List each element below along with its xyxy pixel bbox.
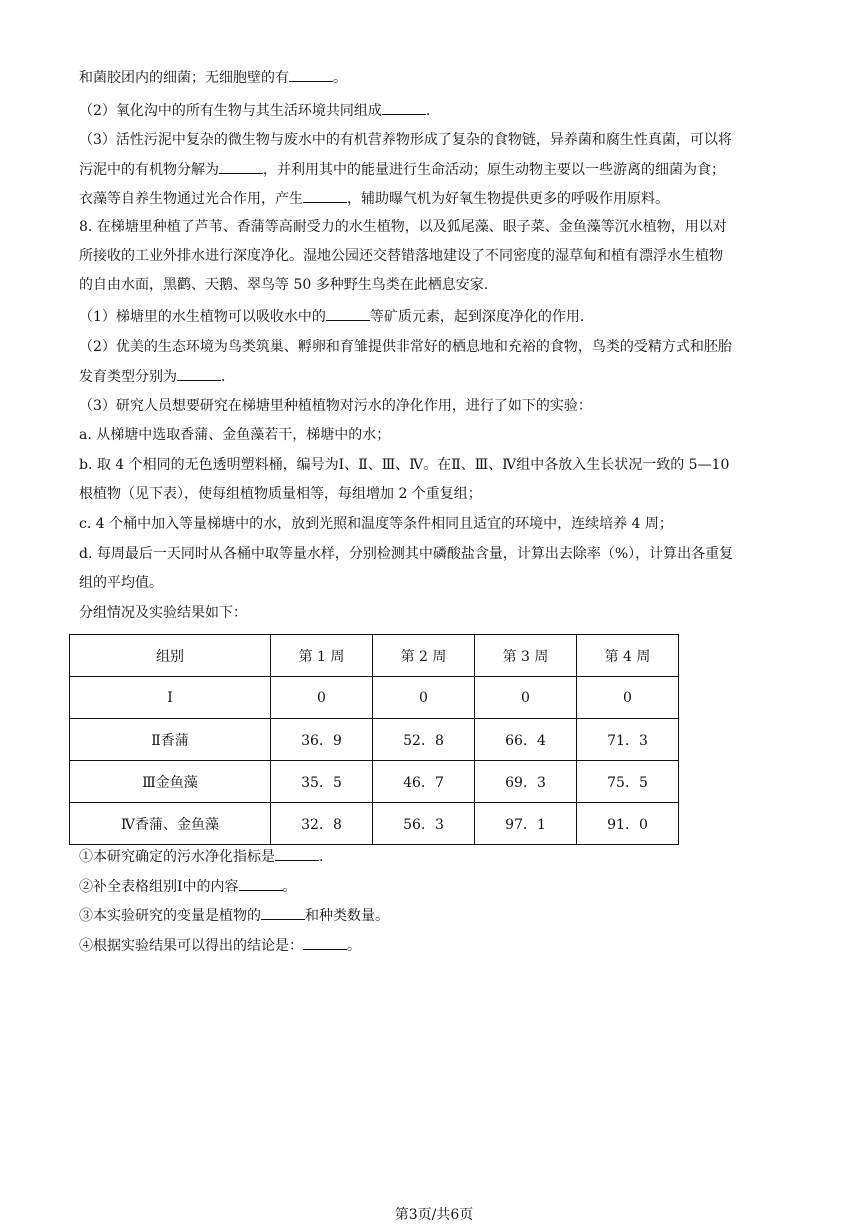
answer-blank xyxy=(261,905,305,920)
table-cell: 91．0 xyxy=(577,803,679,845)
line-text: 和种类数量。 xyxy=(305,908,389,924)
text-line xyxy=(79,306,584,327)
table-cell: Ⅰ xyxy=(70,677,271,719)
line-text: 的自由水面，黑鹳、天鹅、翠鸟等 50 多种野生鸟类在此栖息安家. xyxy=(79,277,489,293)
text-line xyxy=(79,100,430,121)
question-8-line xyxy=(79,217,727,237)
page-footer: 第3页/共6页 xyxy=(394,1207,474,1223)
table-cell: 56．3 xyxy=(373,803,475,845)
line-text: d. 每周最后一天同时从各桶中取等量水样，分别检测其中磷酸盐含量，计算出去除率（%），计算出各重复 xyxy=(79,546,734,562)
header-cell: 组别 xyxy=(70,635,271,677)
line-text: b. 取 4 个相同的无色透明塑料桶，编号为Ⅰ、Ⅱ、Ⅲ、Ⅳ。在Ⅱ、Ⅲ、Ⅳ组中各放入生长状况一致的 5—10 xyxy=(79,457,730,473)
line-text: ②补全表格组别Ⅰ中的内容 xyxy=(79,879,239,895)
line-text: ，并利用其中的能量进行生命活动；原生动物主要以一些游离的细菌为食； xyxy=(263,162,725,178)
header-cell: 第 3 周 xyxy=(475,635,577,677)
table-row xyxy=(70,761,679,803)
table-header-row xyxy=(70,635,679,677)
line-text: ③本实验研究的变量是植物的 xyxy=(79,908,261,924)
table-cell: 66．4 xyxy=(475,719,577,761)
text-line xyxy=(79,275,488,295)
line-text: 衣藻等自养生物通过光合作用，产生 xyxy=(79,191,303,207)
text-line xyxy=(79,573,163,593)
answer-blank xyxy=(177,366,221,381)
answer-blank xyxy=(239,876,283,891)
table-cell: 0 xyxy=(373,677,475,719)
table-cell: 36．9 xyxy=(271,719,373,761)
line-text: . xyxy=(221,369,226,385)
table-cell: 71．3 xyxy=(577,719,679,761)
answer-blank xyxy=(303,188,347,203)
line-text: 根植物（见下表），使每组植物质量相等，每组增加 2 个重复组； xyxy=(79,486,482,502)
table-cell: 46．7 xyxy=(373,761,475,803)
text-line xyxy=(79,337,732,357)
answer-blank xyxy=(326,306,370,321)
step-a xyxy=(79,425,390,445)
line-text: （3）研究人员想要研究在梯塘里种植植物对污水的净化作用，进行了如下的实验： xyxy=(79,398,592,414)
table-row xyxy=(70,719,679,761)
text-line xyxy=(79,130,732,150)
table-row xyxy=(70,677,679,719)
line-text: 和菌胶团内的细菌；无细胞壁的有 xyxy=(79,70,289,86)
results-table xyxy=(69,634,679,845)
line-text: 发育类型分别为 xyxy=(79,369,177,385)
text-line xyxy=(79,396,592,416)
line-text: （2）氧化沟中的所有生物与其生活环境共同组成 xyxy=(79,103,382,119)
header-cell: 第 2 周 xyxy=(373,635,475,677)
table-cell: Ⅲ金鱼藻 xyxy=(70,761,271,803)
step-b xyxy=(79,455,729,475)
line-text: 所接收的工业外排水进行深度净化。湿地公园还交替错落地建设了不同密度的湿草甸和植有漂浮水生植物 xyxy=(79,248,723,264)
line-text: （2）优美的生态环境为鸟类筑巢、孵卵和育雏提供非常好的栖息地和充裕的食物，鸟类的受精方式和胚胎 xyxy=(79,339,732,355)
step-d xyxy=(79,544,733,564)
table-cell: Ⅳ香蒲、金鱼藻 xyxy=(70,803,271,845)
table-cell: 32．8 xyxy=(271,803,373,845)
table-cell: 0 xyxy=(475,677,577,719)
table-cell: 97．1 xyxy=(475,803,577,845)
header-cell: 第 1 周 xyxy=(271,635,373,677)
line-text: 。 xyxy=(282,879,297,895)
line-text: a. 从梯塘中选取香蒲、金鱼藻若干，梯塘中的水； xyxy=(79,427,391,443)
line-text: （1）梯塘里的水生植物可以吸收水中的 xyxy=(79,309,326,325)
line-text: ①本研究确定的污水净化指标是 xyxy=(79,849,275,865)
table-cell: Ⅱ香蒲 xyxy=(70,719,271,761)
text-line xyxy=(79,159,725,180)
text-line xyxy=(79,366,225,387)
table-row xyxy=(70,803,679,845)
table-cell: 52．8 xyxy=(373,719,475,761)
question-1 xyxy=(79,846,323,867)
line-text: ，辅助曝气机为好氧生物提供更多的呼吸作用原料。 xyxy=(347,191,669,207)
text-line xyxy=(79,484,482,504)
answer-blank xyxy=(289,67,333,82)
line-text: 。 xyxy=(333,70,347,86)
header-cell: 第 4 周 xyxy=(577,635,679,677)
line-text: 组的平均值。 xyxy=(79,575,163,591)
answer-blank xyxy=(382,100,426,115)
text-line xyxy=(79,246,723,266)
line-text: 8. 在梯塘里种植了芦苇、香蒲等高耐受力的水生植物，以及狐尾藻、眼子菜、金鱼藻等沉水植物，用以对 xyxy=(79,219,727,235)
line-text: 分组情况及实验结果如下： xyxy=(79,605,247,621)
line-text: . xyxy=(319,849,324,865)
question-2 xyxy=(79,876,297,897)
answer-blank xyxy=(275,846,319,861)
step-c xyxy=(79,514,673,534)
table-cell: 35．5 xyxy=(271,761,373,803)
line-text: 污泥中的有机物分解为 xyxy=(79,162,219,178)
line-text: ④根据实验结果可以得出的结论是： xyxy=(79,938,303,954)
table-cell: 0 xyxy=(271,677,373,719)
text-line xyxy=(79,188,669,209)
line-text: . xyxy=(425,103,431,119)
table-cell: 0 xyxy=(577,677,679,719)
text-line xyxy=(79,67,347,88)
line-text: 等矿质元素，起到深度净化的作用. xyxy=(369,309,585,325)
table-cell: 75．5 xyxy=(577,761,679,803)
question-4 xyxy=(79,935,361,956)
line-text: （3）活性污泥中复杂的微生物与废水中的有机营养物形成了复杂的食物链，异养菌和腐生性真菌，可以将 xyxy=(79,132,732,148)
answer-blank xyxy=(303,935,347,950)
answer-blank xyxy=(219,159,263,174)
table-caption xyxy=(79,603,247,623)
question-3 xyxy=(79,905,389,926)
table-cell: 69．3 xyxy=(475,761,577,803)
line-text: 。 xyxy=(347,938,361,954)
line-text: c. 4 个桶中加入等量梯塘中的水，放到光照和温度等条件相同且适宜的环境中，连续培养 4 周； xyxy=(79,516,673,532)
